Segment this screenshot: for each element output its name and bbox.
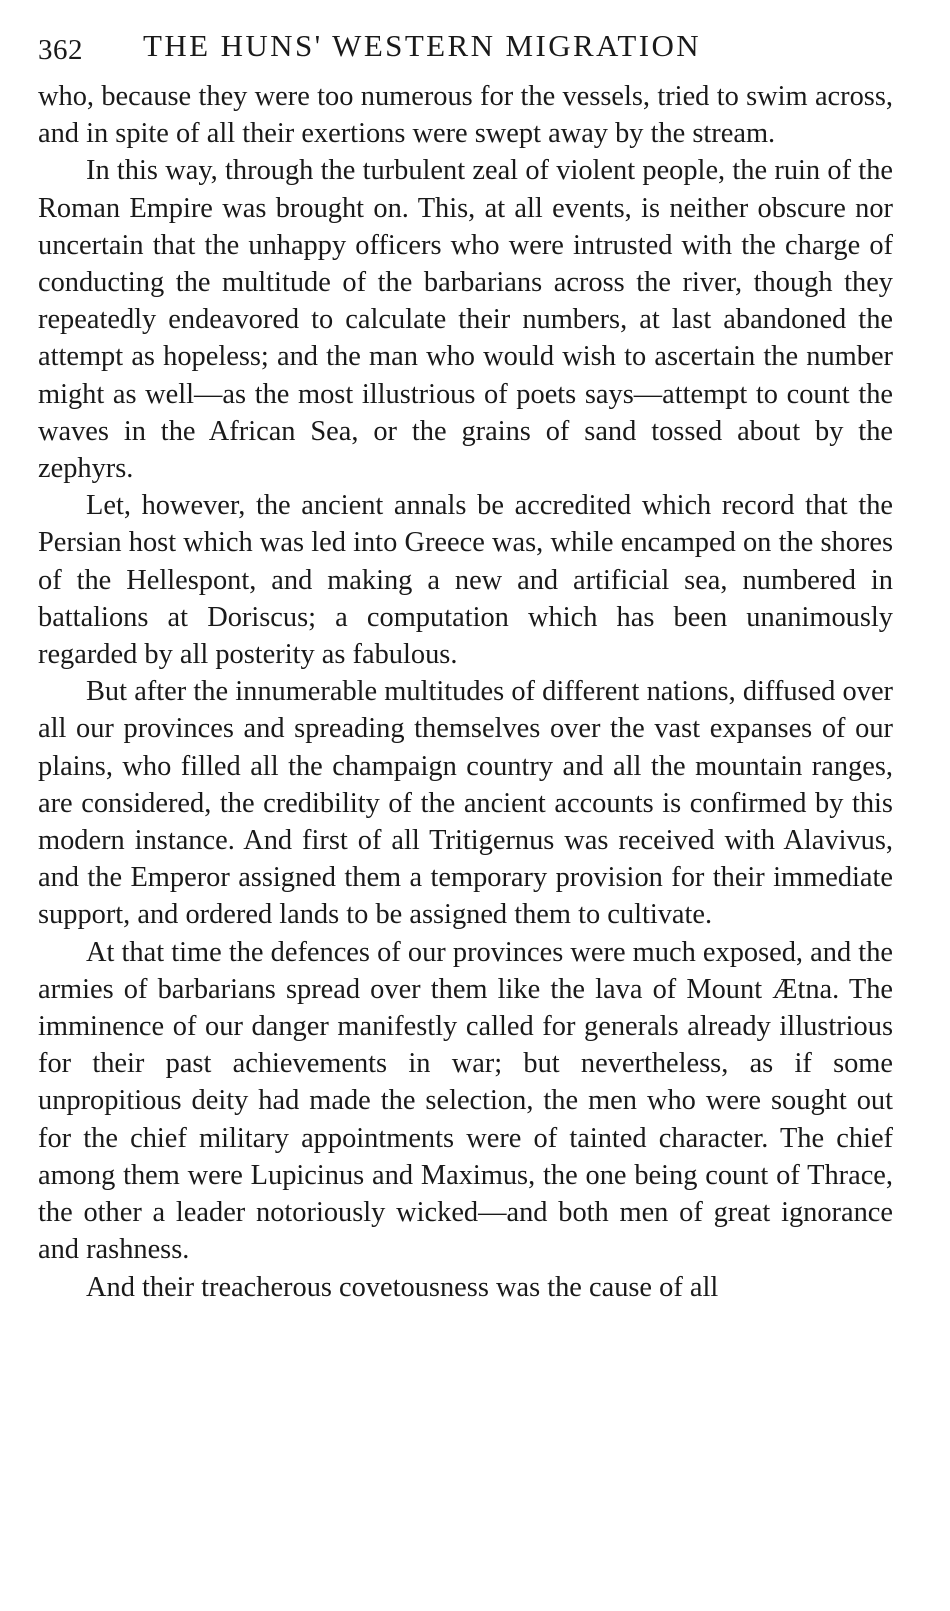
body-text [38, 78, 893, 1306]
paragraph: At that time the defences of our provinces were much exposed, and the armies of barbarians spread over them like the lava of Mount Ætna. The imminence of our danger manifestly called for generals already illustrious for their past achievements in war; but nevertheless, as if some unpropitious deity had made the selection, the men who were sought out for the chief military appointments were of tainted character. The chief among them were Lupicinus and Maximus, the one being count of Thrace, the other a leader notoriously wicked—and both men of great ignorance and rashness. [38, 936, 893, 1266]
paragraph: In this way, through the turbulent zeal of violent people, the ruin of the Roman Empire was brought on. This, at all events, is neither obscure nor uncertain that the unhappy officers who were intrusted with the charge of conducting the multitude of the barbarians across the river, though they repeatedly endeavored to calculate their numbers, at last abandoned the attempt as hopeless; and the man who would wish to ascertain the number might as well—as the most illustrious of poets says—attempt to count the waves in the African Sea, or the grains of sand tossed about by the zephyrs. [38, 155, 893, 485]
paragraph-final: And their treacherous covetousness was the cause of all [86, 1271, 719, 1303]
page-number: 362 [38, 34, 83, 66]
book-page [38, 28, 893, 1306]
paragraph-continued: who, because they were too numerous for the vessels, tried to swim across, and in spite of all their exertions were swept away by the stream. [38, 81, 893, 150]
paragraph: Let, however, the ancient annals be accredited which record that the Persian host which was led into Greece was, while encamped on the shores of the Hellespont, and making a new and artificial sea, numbered in battalions at Doriscus; a computation which has been unanimously regarded by all posterity as fabulous. [38, 490, 893, 671]
paragraph: But after the innumerable multitudes of different nations, diffused over all our provinces and spreading themselves over the vast expanses of our plains, who filled all the champaign country and all the mountain ranges, are considered, the credibility of the ancient accounts is confirmed by this modern instance. And first of all Tritigernus was received with Alavivus, and the Emperor assigned them a temporary provision for their immediate support, and ordered lands to be assigned them to cultivate. [38, 676, 893, 931]
running-head [38, 28, 893, 78]
running-title: THE HUNS' WESTERN MIGRATION [143, 28, 702, 63]
